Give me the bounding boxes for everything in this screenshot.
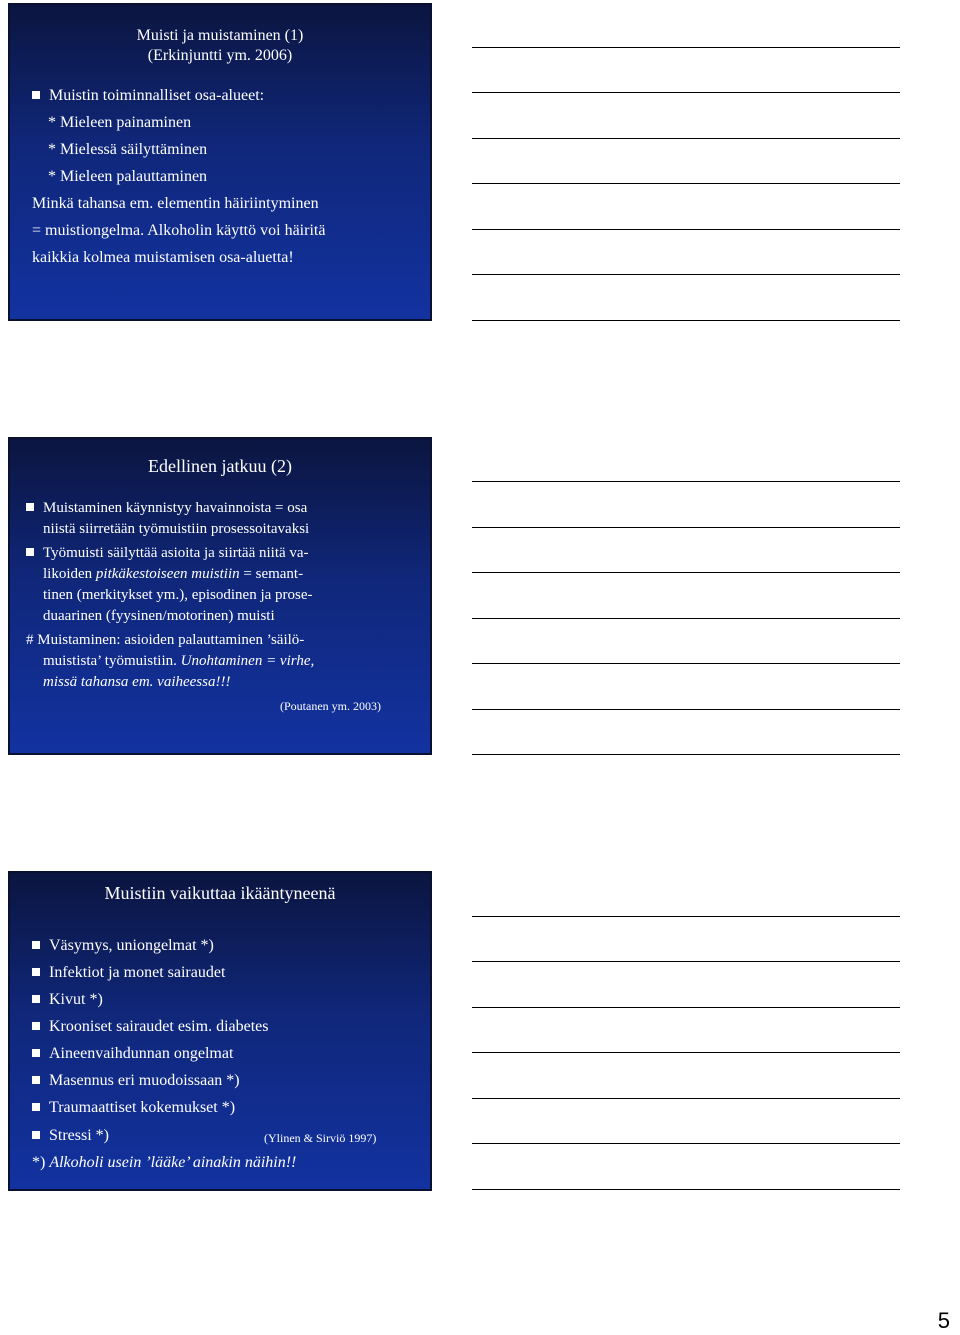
bullet-item: Stressi *) <box>32 1127 109 1145</box>
square-bullet-icon <box>32 1022 40 1030</box>
body-text: tinen (merkitykset ym.), episodinen ja prose- <box>43 587 313 603</box>
note-line <box>472 1143 900 1144</box>
square-bullet-icon <box>32 1103 40 1111</box>
note-line <box>472 47 900 48</box>
note-line <box>472 229 900 230</box>
citation: (Ylinen & Sirviö 1997) <box>264 1131 377 1145</box>
slide-1 <box>8 3 432 321</box>
body-text: Minkä tahansa em. elementin häiriintyminen <box>32 195 319 212</box>
slide-title: Muisti ja muistaminen (1) <box>136 27 304 44</box>
square-bullet-icon <box>32 1131 40 1139</box>
bullet-item: Masennus eri muodoissaan *) <box>32 1072 240 1090</box>
body-text: missä tahansa em. vaiheessa!!! <box>43 674 231 690</box>
note-line <box>472 320 900 321</box>
square-bullet-icon <box>32 1076 40 1084</box>
body-text: niistä siirretään työmuistiin prosessoitavaksi <box>43 521 310 537</box>
note-line <box>472 1007 900 1008</box>
note-line <box>472 1052 900 1053</box>
note-line <box>472 663 900 664</box>
note-line <box>472 527 900 528</box>
list-item: * Mielessä säilyttäminen <box>48 141 208 158</box>
bullet-item: Muistaminen käynnistyy havainnoista = osa <box>26 500 307 517</box>
note-line <box>472 754 900 755</box>
body-text: # Muistaminen: asioiden palauttaminen ’säilö- <box>26 632 305 648</box>
square-bullet-icon <box>26 548 34 556</box>
bullet-item: Krooniset sairaudet esim. diabetes <box>32 1018 269 1036</box>
page-number: 5 <box>937 1308 950 1333</box>
note-line <box>472 572 900 573</box>
bullet-item: Traumaattiset kokemukset *) <box>32 1099 235 1117</box>
slide-title: Edellinen jatkuu (2) <box>148 456 292 476</box>
body-text: kaikkia kolmea muistamisen osa-aluetta! <box>32 249 294 266</box>
footnote: *) Alkoholi usein ’lääke’ ainakin näihin!! <box>32 1154 297 1171</box>
body-text: likoiden pitkäkestoiseen muistiin = semant- <box>43 566 304 582</box>
square-bullet-icon <box>26 503 34 511</box>
bullet-item: Infektiot ja monet sairaudet <box>32 964 225 982</box>
bullet-item: Työmuisti säilyttää asioita ja siirtää niitä va- <box>26 545 309 562</box>
square-bullet-icon <box>32 968 40 976</box>
list-item: * Mieleen painaminen <box>48 114 192 131</box>
bullet-item: Muistin toiminnalliset osa-alueet: <box>32 87 264 105</box>
list-item: * Mieleen palauttaminen <box>48 168 208 185</box>
note-line <box>472 618 900 619</box>
square-bullet-icon <box>32 995 40 1003</box>
note-line <box>472 1098 900 1099</box>
note-line <box>472 481 900 482</box>
bullet-item: Kivut *) <box>32 991 103 1009</box>
body-text: = muistiongelma. Alkoholin käyttö voi häiritä <box>32 222 326 239</box>
body-text: muistista’ työmuistiin. Unohtaminen = virhe, <box>43 653 315 669</box>
note-line <box>472 92 900 93</box>
slide-title: Muistiin vaikuttaa ikääntyneenä <box>104 883 336 903</box>
note-line <box>472 916 900 917</box>
bullet-item: Aineenvaihdunnan ongelmat <box>32 1045 233 1063</box>
bullet-item: Väsymys, uniongelmat *) <box>32 937 214 955</box>
square-bullet-icon <box>32 1049 40 1057</box>
square-bullet-icon <box>32 91 40 99</box>
square-bullet-icon <box>32 941 40 949</box>
body-text: duaarinen (fyysinen/motorinen) muisti <box>43 608 275 624</box>
note-line <box>472 274 900 275</box>
note-line <box>472 138 900 139</box>
note-line <box>472 183 900 184</box>
slide-2 <box>8 437 432 755</box>
slide-3 <box>8 871 432 1191</box>
note-line <box>472 961 900 962</box>
note-line <box>472 1189 900 1190</box>
note-line <box>472 709 900 710</box>
slide-subtitle: (Erkinjuntti ym. 2006) <box>147 47 293 64</box>
citation: (Poutanen ym. 2003) <box>280 699 381 713</box>
